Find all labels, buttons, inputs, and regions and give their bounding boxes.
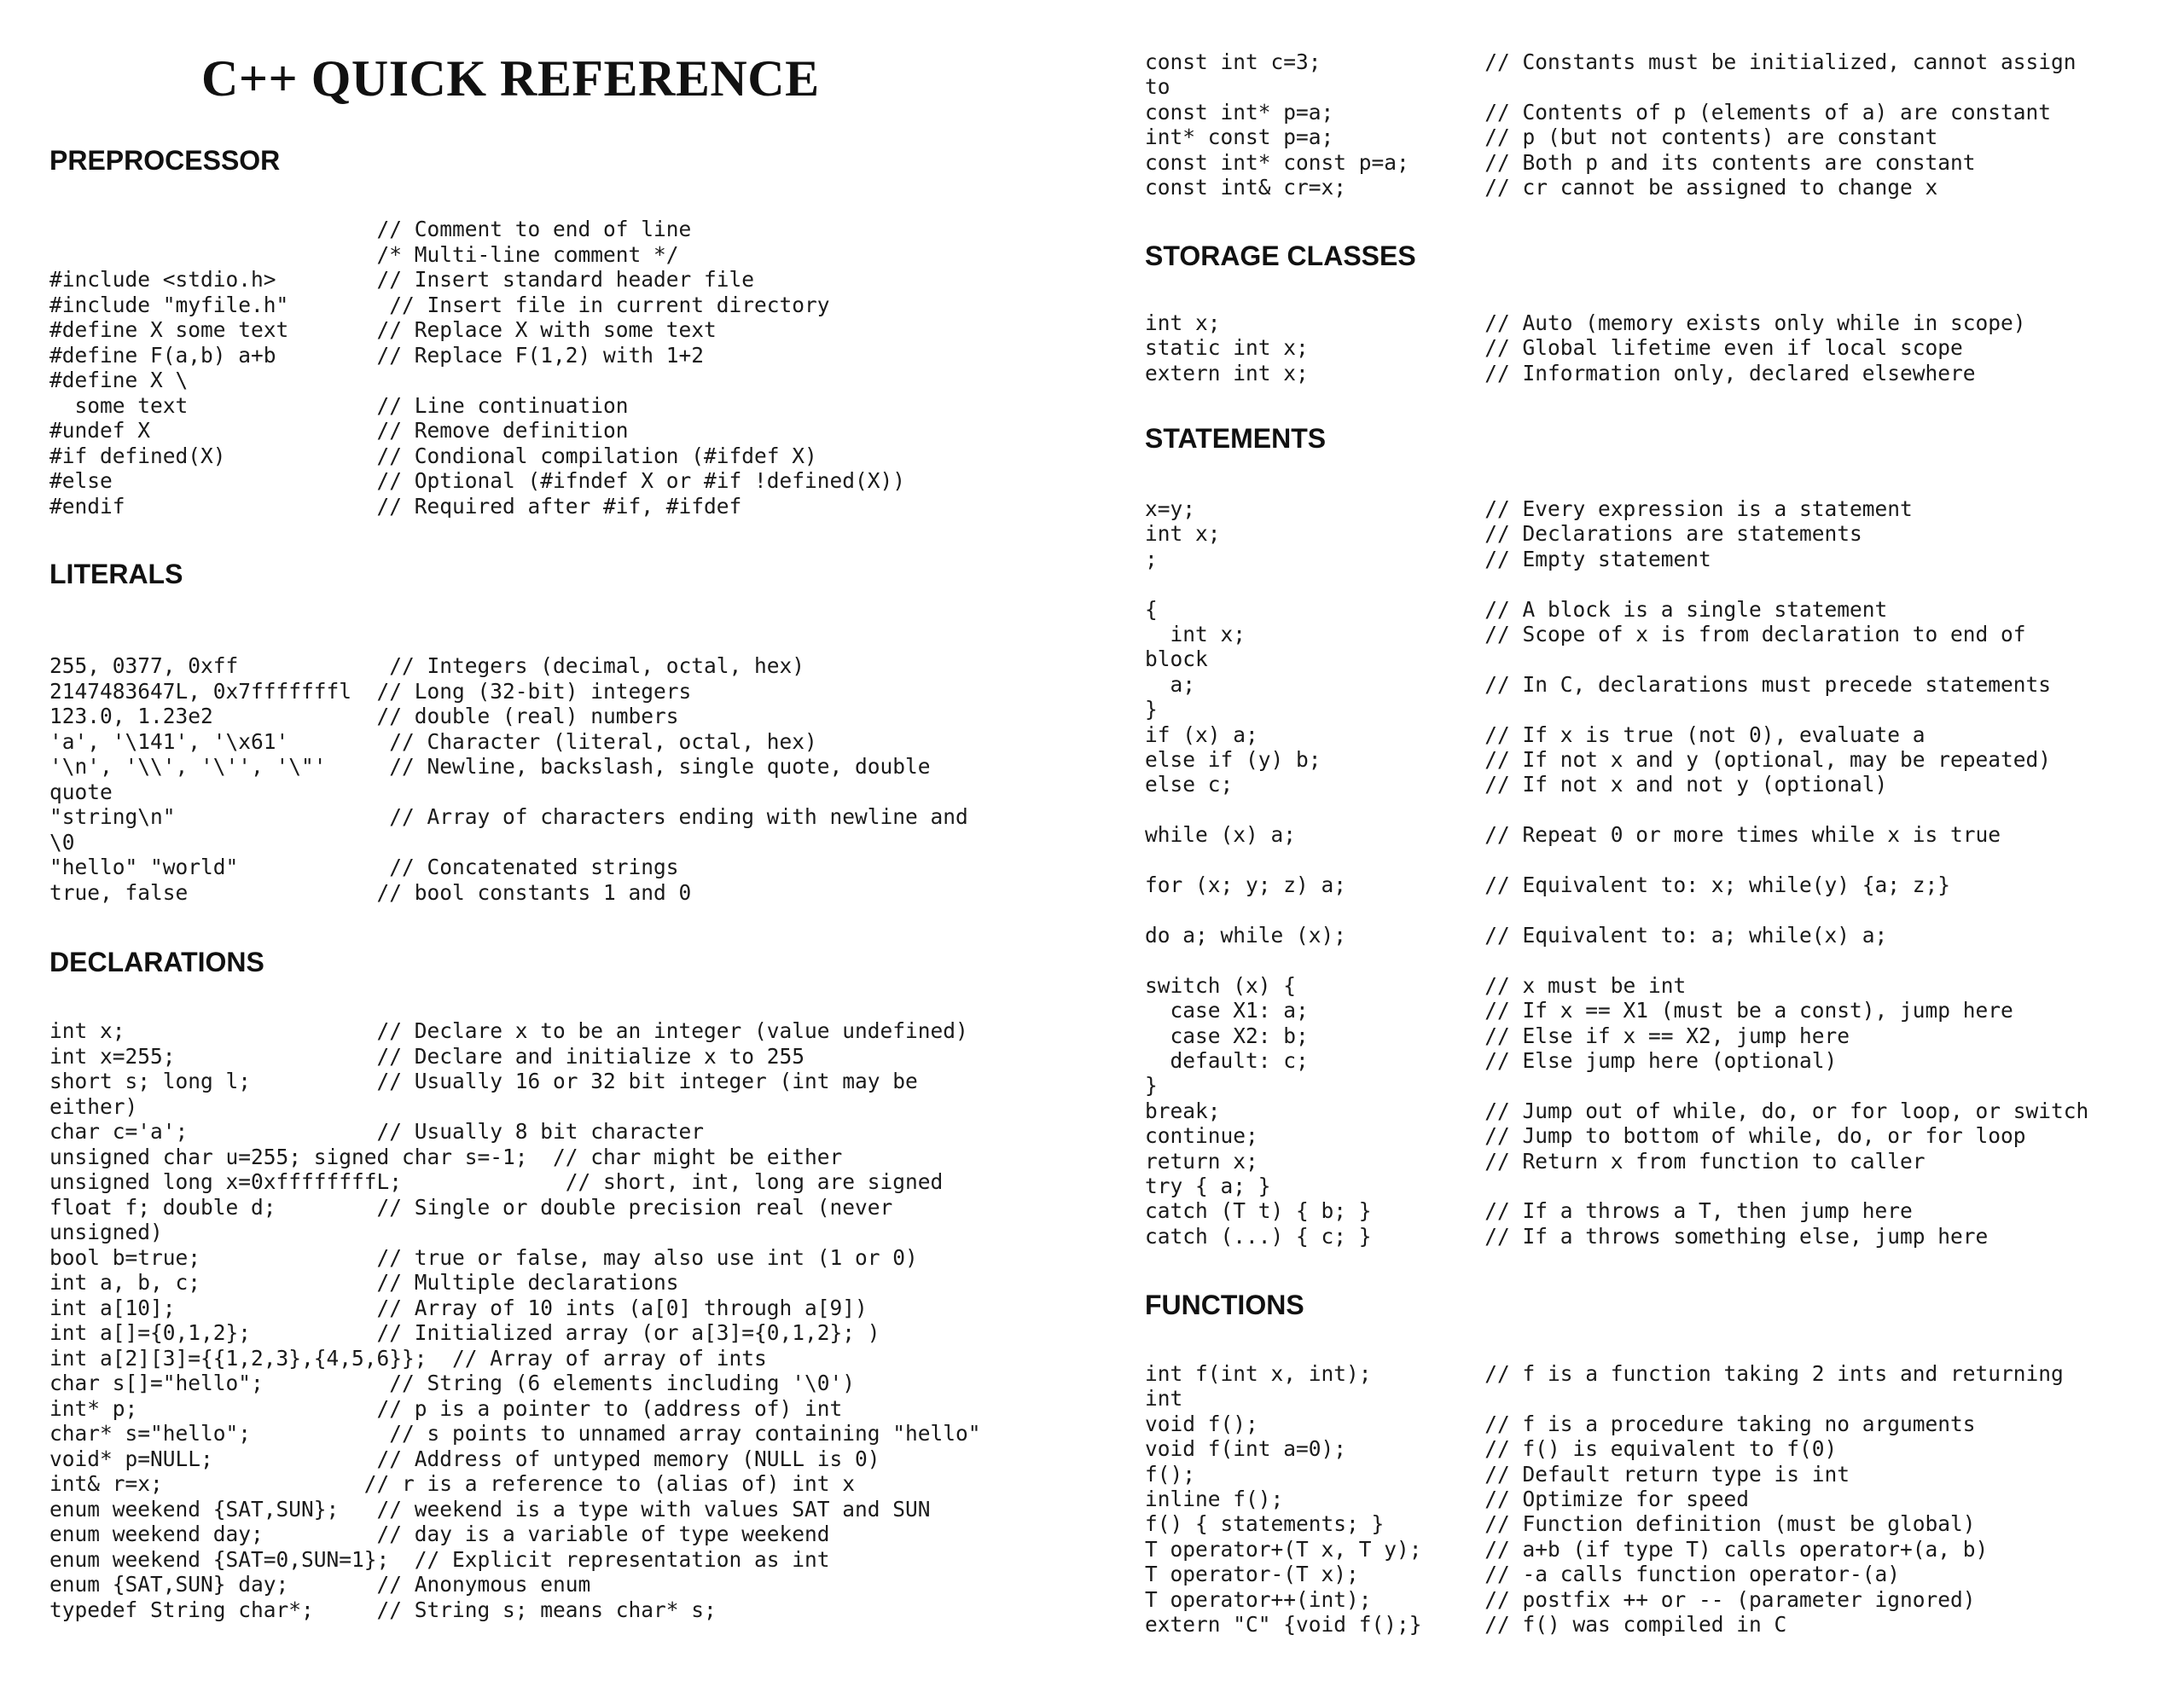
literals-code: 255, 0377, 0xff // Integers (decimal, octal, hex) 2147483647L, 0x7fffffffl // Long (32-bit) integers 123.0, 1.23e2 // double (real) numbers 'a', '\141', '\x61' // Character (literal, octal, hex) '\n', '\\', '\'', '\"' // Newline, backslash, single quote, double quote "string\n" // Array of characters ending with newline and \0 "hello" "world" // Concatenated strings true, false // bool constants 1 and 0 [49,653,968,905]
constants-code: const int c=3; // Constants must be initialized, cannot assign to const int* p=a; // Contents of p (elements of a) are constant int* const p=a; // p (but not contents) are constant const int* const p=a; // Both p and its contents are constant const int& cr=x; // cr cannot be assigned to change x [1145,49,2077,200]
preprocessor-code: // Comment to end of line /* Multi-line comment */ #include <stdio.h> // Insert standard header file #include "myfile.h" // Insert file in current directory #define X some text // Replace X with some text #define F(a,b) a+b // Replace F(1,2) with 1+2 #define X \ some text // Line continuation #undef X // Remove definition #if defined(X) // Condional compilation (#ifdef X) #else // Optional (#ifndef X or #if !defined(X)) #endif // Required after #if, #ifdef [49,217,906,519]
storage-classes-heading: STORAGE CLASSES [1145,241,1416,271]
literals-heading: LITERALS [49,559,183,589]
declarations-heading: DECLARATIONS [49,947,264,977]
preprocessor-heading: PREPROCESSOR [49,145,281,176]
storage-classes-code: int x; // Auto (memory exists only while in scope) static int x; // Global lifetime even if local scope extern int x; // Information only, declared elsewhere [1145,310,2026,386]
functions-heading: FUNCTIONS [1145,1290,1304,1320]
functions-code: int f(int x, int); // f is a function taking 2 ints and returning int void f(); // f is a procedure taking no arguments void f(int a=0); // f() is equivalent to f(0) f(); // Default return type is int inline f(); // Optimize for speed f() { statements; } // Function definition (must be global) T operator+(T x, T y); // a+b (if type T) calls operator+(a, b) T operator-(T x); // -a calls function operator-(a) T operator++(int); // postfix ++ or -- (parameter ignored) extern "C" {void f();} // f() was compiled in C [1145,1361,2064,1638]
statements-code: x=y; // Every expression is a statement int x; // Declarations are statements ; // Empty statement { // A block is a single statement int x; // Scope of x is from declaration to end of block a; // In C, declarations must precede statements } if (x) a; // If x is true (not 0), evaluate a else if (y) b; // If not x and y (optional, may be repeated) else c; // If not x and not y (optional) while (x) a; // Repeat 0 or more times while x is true for (x; y; z) a; // Equivalent to: x; while(y) {a; z;} do a; while (x); // Equivalent to: a; while(x) a; switch (x) { // x must be int case X1: a; // If x == X1 (must be a const), jump here case X2: b; // Else if x == X2, jump here default: c; // Else jump here (optional) } break; // Jump out of while, do, or for loop, or switch continue; // Jump to bottom of while, do, or for loop return x; // Return x from function to caller try { a; } catch (T t) { b; } // If a throws a T, then jump here catch (...) { c; } // If a throws something else, jump here [1145,496,2089,1249]
declarations-code: int x; // Declare x to be an integer (value undefined) int x=255; // Declare and initialize x to 255 short s; long l; // Usually 16 or 32 bit integer (int may be either) char c='a'; // Usually 8 bit character unsigned char u=255; signed char s=-1; // char might be either unsigned long x=0xffffffffL; // short, int, long are signed float f; double d; // Single or double precision real (never unsigned) bool b=true; // true or false, may also use int (1 or 0) int a, b, c; // Multiple declarations int a[10]; // Array of 10 ints (a[0] through a[9]) int a[]={0,1,2}; // Initialized array (or a[3]={0,1,2}; ) int a[2][3]={{1,2,3},{4,5,6}}; // Array of array of ints char s[]="hello"; // String (6 elements including '\0') int* p; // p is a pointer to (address of) int char* s="hello"; // s points to unnamed array containing "hello" void* p=NULL; // Address of untyped memory (NULL is 0) int& r=x; // r is a reference to (alias of) int x enum weekend {SAT,SUN}; // weekend is a type with values SAT and SUN enum weekend day; // day is a variable of type weekend enum weekend {SAT=0,SUN=1}; // Explicit representation as int enum {SAT,SUN} day; // Anonymous enum typedef String char*; // String s; means char* s; [49,1018,981,1622]
page-title: C++ QUICK REFERENCE [201,50,820,107]
statements-heading: STATEMENTS [1145,423,1327,454]
